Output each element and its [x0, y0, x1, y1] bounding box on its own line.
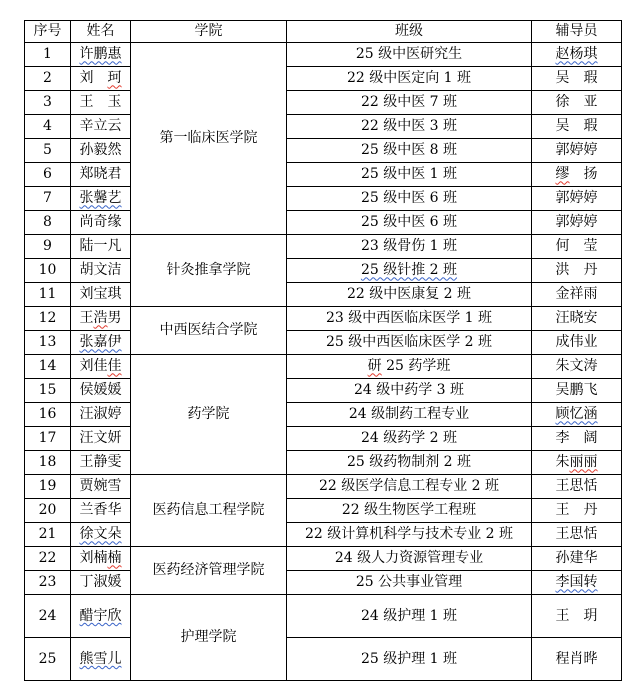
text-segment: 王 玉: [79, 94, 122, 111]
student-name-cell: [71, 379, 131, 403]
text-segment: 陆一凡: [79, 238, 122, 255]
student-name-cell: [71, 139, 131, 163]
text-segment: 李国转: [555, 574, 598, 591]
advisor-cell: [532, 595, 622, 638]
text-segment: 25 级中医 6 班: [360, 214, 458, 231]
text-segment: 25 公共事业管理: [355, 574, 463, 591]
student-name-cell: [71, 523, 131, 547]
text-segment: 王: [79, 310, 94, 327]
text-segment: 赵杨琪: [555, 46, 598, 63]
row-number-cell: [25, 403, 71, 427]
row-number-cell: [25, 451, 71, 475]
class-cell: [287, 187, 532, 211]
text-segment: 顾忆涵: [555, 406, 598, 423]
college-cell: [131, 43, 287, 235]
text-segment: 25 级护理 1 班: [360, 650, 458, 667]
text-segment: 郭婷婷: [555, 190, 598, 207]
text-segment: 医药经济管理学院: [152, 562, 265, 579]
text-segment: 程肖晔: [555, 650, 598, 667]
class-cell: [287, 547, 532, 571]
text-segment: 王思恬: [555, 526, 598, 543]
text-segment: 汪文妍: [79, 430, 122, 447]
text-segment: 吴 瑕: [555, 70, 598, 87]
class-cell: [287, 283, 532, 307]
text-segment: 2: [43, 70, 52, 87]
row-number-cell: [25, 331, 71, 355]
text-segment: 孙建华: [555, 550, 598, 567]
text-segment: 丁淑媛: [79, 574, 122, 591]
text-segment: 6: [43, 166, 52, 183]
text-segment: 4: [43, 118, 52, 135]
student-name-cell: [71, 451, 131, 475]
text-segment: 25 级药物制剂 2 班: [346, 454, 472, 471]
text-segment: 21: [38, 526, 57, 543]
text-segment: 辛立云: [79, 118, 122, 135]
column-header-advisor: 辅导员: [532, 21, 622, 43]
table-row: [25, 475, 622, 499]
text-segment: 成伟业: [555, 334, 598, 351]
text-segment: 佳: [107, 358, 122, 375]
text-segment: 22 级计算机科学与技术专业 2 班: [304, 526, 514, 543]
text-segment: 徐文朵: [79, 526, 122, 543]
text-segment: 8: [43, 214, 52, 231]
advisor-cell: [532, 499, 622, 523]
class-cell: [287, 403, 532, 427]
roster-body: [25, 43, 622, 681]
text-segment: 王 玥: [555, 607, 598, 624]
row-number-cell: [25, 499, 71, 523]
table-row: [25, 115, 622, 139]
text-segment: 郭婷婷: [555, 142, 598, 159]
student-name-cell: [71, 595, 131, 638]
text-segment: 李 阔: [555, 430, 598, 447]
text-segment: 刘: [79, 70, 108, 87]
advisor-cell: [532, 638, 622, 681]
text-segment: 金祥雨: [555, 286, 598, 303]
table-row: [25, 211, 622, 235]
text-segment: 22 级生物医学工程班: [341, 502, 477, 519]
text-segment: 25 级中医研究生: [355, 46, 463, 63]
advisor-cell: [532, 427, 622, 451]
table-row: [25, 571, 622, 595]
table-row: [25, 595, 622, 638]
column-header-number: 序号: [25, 21, 71, 43]
table-row: [25, 307, 622, 331]
text-segment: 22: [38, 550, 57, 567]
text-segment: 朱: [555, 454, 570, 471]
table-row: [25, 499, 622, 523]
table-row: [25, 331, 622, 355]
class-cell: [287, 91, 532, 115]
row-number-cell: [25, 67, 71, 91]
class-cell: [287, 451, 532, 475]
student-name-cell: [71, 331, 131, 355]
table-row: [25, 259, 622, 283]
text-segment: 许鹏惠: [79, 46, 122, 63]
text-segment: 3: [43, 94, 52, 111]
advisor-cell: [532, 235, 622, 259]
advisor-cell: [532, 67, 622, 91]
text-segment: 楠: [107, 550, 122, 567]
text-segment: 23 级中西医临床医学 1 班: [325, 310, 493, 327]
advisor-cell: [532, 115, 622, 139]
text-segment: 24 级制药工程专业: [348, 406, 470, 423]
class-cell: [287, 43, 532, 67]
class-cell: [287, 499, 532, 523]
class-cell: [287, 427, 532, 451]
text-segment: 17: [38, 430, 57, 447]
text-segment: 23 级骨伤 1 班: [360, 238, 458, 255]
text-segment: 何 莹: [555, 238, 598, 255]
table-row: [25, 427, 622, 451]
class-cell: [287, 331, 532, 355]
text-segment: 18: [38, 454, 57, 471]
class-cell: [287, 211, 532, 235]
student-name-cell: [71, 475, 131, 499]
advisor-cell: [532, 547, 622, 571]
class-cell: [287, 259, 532, 283]
advisor-cell: [532, 91, 622, 115]
text-segment: 25: [38, 650, 57, 667]
text-segment: 兰香华: [79, 502, 122, 519]
text-segment: 22 级中医 7 班: [360, 94, 458, 111]
college-cell: [131, 475, 287, 547]
text-segment: 尚奇缘: [79, 214, 122, 231]
text-segment: 熊雪儿: [79, 650, 122, 667]
student-name-cell: [71, 307, 131, 331]
college-cell: [131, 595, 287, 681]
student-name-cell: [71, 403, 131, 427]
text-segment: 徐 亚: [555, 94, 598, 111]
advisor-cell: [532, 523, 622, 547]
student-name-cell: [71, 43, 131, 67]
table-row: [25, 379, 622, 403]
advisor-cell: [532, 379, 622, 403]
advisor-cell: [532, 403, 622, 427]
text-segment: 11: [38, 286, 57, 303]
text-segment: 护理学院: [180, 629, 237, 646]
advisor-cell: [532, 187, 622, 211]
text-segment: 25 级中西医临床医学 2 班: [325, 334, 493, 351]
text-segment: 吴 瑕: [555, 118, 598, 135]
class-cell: [287, 67, 532, 91]
column-header-college: 学院: [131, 21, 287, 43]
advisor-cell: [532, 331, 622, 355]
table-row: [25, 67, 622, 91]
student-name-cell: [71, 571, 131, 595]
row-number-cell: [25, 379, 71, 403]
class-cell: [287, 163, 532, 187]
advisor-cell: [532, 139, 622, 163]
student-name-cell: [71, 187, 131, 211]
text-segment: 第一临床医学院: [159, 130, 258, 147]
row-number-cell: [25, 638, 71, 681]
text-segment: 扬: [569, 166, 598, 183]
text-segment: 男: [107, 310, 122, 327]
row-number-cell: [25, 355, 71, 379]
text-segment: 15: [38, 382, 57, 399]
text-segment: 药学院: [187, 406, 230, 423]
table-row: [25, 523, 622, 547]
text-segment: 刘宝琪: [79, 286, 122, 303]
text-segment: 浩: [93, 310, 108, 327]
row-number-cell: [25, 523, 71, 547]
text-segment: 5: [43, 142, 52, 159]
text-segment: 22 级中医定向 1 班: [346, 70, 472, 87]
row-number-cell: [25, 547, 71, 571]
text-segment: 23: [38, 574, 57, 591]
text-segment: 22 级中医康复 2 班: [346, 286, 472, 303]
row-number-cell: [25, 259, 71, 283]
row-number-cell: [25, 427, 71, 451]
college-cell: [131, 235, 287, 307]
text-segment: 25 级中医 8 班: [360, 142, 458, 159]
text-segment: 24 级药学 2 班: [360, 430, 458, 447]
row-number-cell: [25, 475, 71, 499]
row-number-cell: [25, 187, 71, 211]
text-segment: 朱文涛: [555, 358, 598, 375]
text-segment: 22 级医学信息工程专业 2 班: [318, 478, 500, 495]
text-segment: 19: [38, 478, 57, 495]
text-segment: 25 级针推 2 班: [360, 262, 458, 279]
advisor-cell: [532, 571, 622, 595]
table-row: [25, 163, 622, 187]
college-cell: [131, 355, 287, 475]
text-segment: 25 药学班: [381, 358, 451, 375]
class-cell: [287, 475, 532, 499]
student-name-cell: [71, 355, 131, 379]
student-name-cell: [71, 67, 131, 91]
text-segment: 22 级中医 3 班: [360, 118, 458, 135]
student-name-cell: [71, 638, 131, 681]
text-segment: 孙毅然: [79, 142, 122, 159]
class-cell: [287, 523, 532, 547]
table-row: [25, 355, 622, 379]
row-number-cell: [25, 595, 71, 638]
text-segment: 贾婉雪: [79, 478, 122, 495]
row-number-cell: [25, 211, 71, 235]
student-name-cell: [71, 259, 131, 283]
text-segment: 王静雯: [79, 454, 122, 471]
text-segment: 研: [367, 358, 382, 375]
text-segment: 16: [38, 406, 57, 423]
row-number-cell: [25, 43, 71, 67]
text-segment: 王 丹: [555, 502, 598, 519]
class-cell: [287, 638, 532, 681]
text-segment: 24 级人力资源管理专业: [334, 550, 484, 567]
row-number-cell: [25, 163, 71, 187]
text-segment: 24 级中药学 3 班: [353, 382, 465, 399]
table-row: [25, 283, 622, 307]
column-header-class: 班级: [287, 21, 532, 43]
row-number-cell: [25, 235, 71, 259]
college-cell: [131, 307, 287, 355]
column-header-name: 姓名: [71, 21, 131, 43]
student-name-cell: [71, 547, 131, 571]
student-name-cell: [71, 499, 131, 523]
table-row: [25, 638, 622, 681]
class-cell: [287, 379, 532, 403]
row-number-cell: [25, 91, 71, 115]
text-segment: 侯媛媛: [79, 382, 122, 399]
text-segment: 缪: [555, 166, 570, 183]
text-segment: 针灸推拿学院: [166, 262, 251, 279]
advisor-cell: [532, 475, 622, 499]
row-number-cell: [25, 571, 71, 595]
text-segment: 9: [43, 238, 52, 255]
advisor-cell: [532, 283, 622, 307]
advisor-cell: [532, 307, 622, 331]
student-name-cell: [71, 91, 131, 115]
class-cell: [287, 595, 532, 638]
roster-table: [24, 20, 622, 681]
student-name-cell: [71, 283, 131, 307]
table-row: [25, 547, 622, 571]
table-row: [25, 139, 622, 163]
text-segment: 24: [38, 607, 57, 624]
text-segment: 刘楠: [79, 550, 108, 567]
student-name-cell: [71, 115, 131, 139]
text-segment: 24 级护理 1 班: [360, 607, 458, 624]
text-segment: 中西医结合学院: [159, 322, 258, 339]
text-segment: 珂: [107, 70, 122, 87]
text-segment: 13: [38, 334, 57, 351]
header-row: [25, 21, 622, 43]
row-number-cell: [25, 139, 71, 163]
table-row: [25, 403, 622, 427]
table-row: [25, 187, 622, 211]
table-row: [25, 43, 622, 67]
table-row: [25, 91, 622, 115]
student-name-cell: [71, 211, 131, 235]
text-segment: 王思恬: [555, 478, 598, 495]
text-segment: 张馨艺: [79, 190, 122, 207]
college-cell: [131, 547, 287, 595]
text-segment: 丽丽: [569, 454, 598, 471]
row-number-cell: [25, 307, 71, 331]
text-segment: 10: [38, 262, 57, 279]
table-row: [25, 235, 622, 259]
text-segment: 洪 丹: [555, 262, 598, 279]
advisor-cell: [532, 43, 622, 67]
student-name-cell: [71, 235, 131, 259]
advisor-cell: [532, 451, 622, 475]
text-segment: 25 级中医 6 班: [360, 190, 458, 207]
class-cell: [287, 139, 532, 163]
text-segment: 1: [43, 46, 52, 63]
text-segment: 刘佳: [79, 358, 108, 375]
row-number-cell: [25, 283, 71, 307]
text-segment: 汪淑婷: [79, 406, 122, 423]
class-cell: [287, 355, 532, 379]
text-segment: 20: [38, 502, 57, 519]
advisor-cell: [532, 259, 622, 283]
advisor-cell: [532, 211, 622, 235]
class-cell: [287, 235, 532, 259]
text-segment: 胡文洁: [79, 262, 122, 279]
text-segment: 医药信息工程学院: [152, 502, 265, 519]
text-segment: 郑晓君: [79, 166, 122, 183]
student-name-cell: [71, 163, 131, 187]
text-segment: 汪晓安: [555, 310, 598, 327]
advisor-cell: [532, 163, 622, 187]
text-segment: 吴鹏飞: [555, 382, 598, 399]
class-cell: [287, 571, 532, 595]
text-segment: 12: [38, 310, 57, 327]
text-segment: 郭婷婷: [555, 214, 598, 231]
class-cell: [287, 115, 532, 139]
advisor-cell: [532, 355, 622, 379]
table-row: [25, 451, 622, 475]
student-name-cell: [71, 427, 131, 451]
class-cell: [287, 307, 532, 331]
text-segment: 醋宇欣: [79, 607, 122, 624]
text-segment: 25 级中医 1 班: [360, 166, 458, 183]
row-number-cell: [25, 115, 71, 139]
text-segment: 7: [43, 190, 52, 207]
text-segment: 张嘉伊: [79, 334, 122, 351]
text-segment: 14: [38, 358, 57, 375]
